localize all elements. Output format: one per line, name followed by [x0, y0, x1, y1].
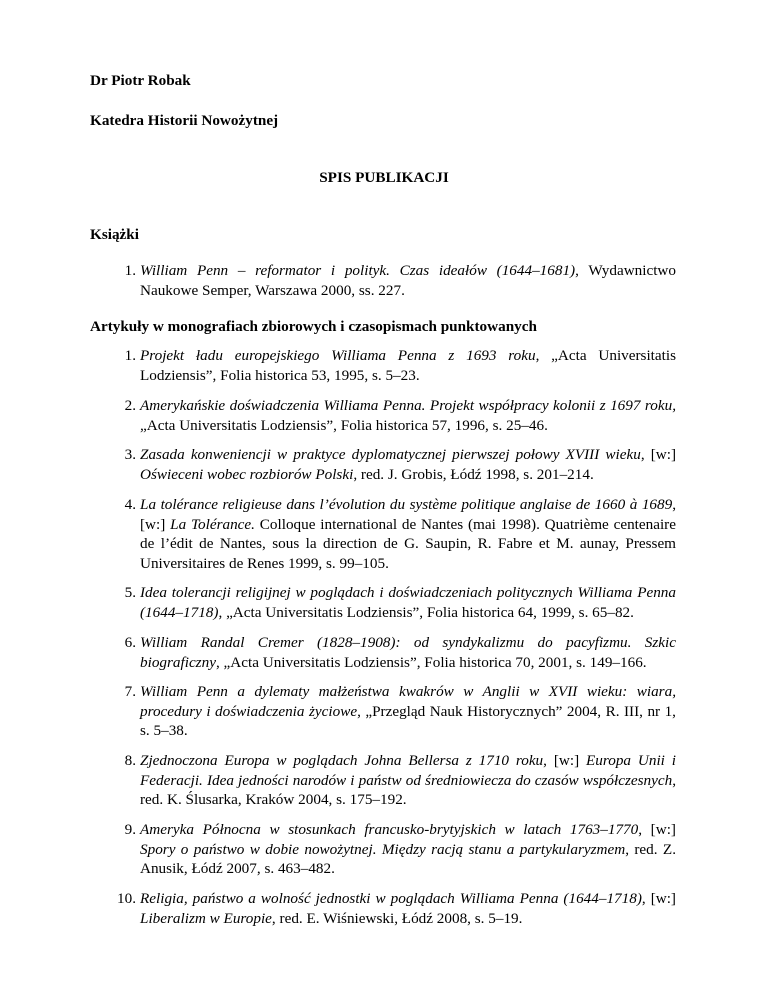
- list-item-number: 9.: [124, 821, 136, 838]
- publication-details: , [w:]: [641, 890, 676, 907]
- publication-title: Projekt ładu europejskiego Williama Penna z 1693 roku: [140, 347, 536, 364]
- publication-details: , red. J. Grobis, Łódź 1998, s. 201–214.: [353, 465, 594, 483]
- publication-details: , red. K. Ślusarka, Kraków 2004, s. 175–192.: [140, 771, 676, 808]
- publication-title: Idea tolerancji religijnej w poglądach i doświadczeniach politycznych Williama Penna (1644–1718): [140, 584, 676, 621]
- publication-details: „Acta Universitatis Lodziensis”, Folia historica 57, 1996, s. 25–46.: [140, 416, 548, 434]
- volume-title: Oświeceni wobec rozbiorów Polski: [140, 465, 354, 483]
- page-title: SPIS PUBLIKACJI: [319, 169, 449, 186]
- list-item-number: 1.: [124, 347, 136, 364]
- publication-title: William Randal Cremer (1828–1908): od syndykalizmu do pacyfizmu. Szkic biograficzny: [140, 634, 676, 671]
- list-item: [124, 583, 676, 622]
- publication-details: , [w:]: [140, 496, 676, 533]
- list-item: [124, 396, 676, 435]
- list-item: [124, 820, 676, 879]
- publication-details: , red. Z. Anusik, Łódź 2007, s. 463–482.: [140, 840, 676, 877]
- volume-title: Europa Unii i Federacji. Idea jedności narodów i państw od średniowiecza do czasów współczesnych: [140, 752, 676, 789]
- publication-details: , [w:]: [640, 446, 676, 463]
- publication-details: , [w:]: [543, 752, 587, 769]
- list-item-number: 8.: [124, 752, 136, 769]
- list-item-number: 1.: [124, 262, 136, 279]
- list-item: [124, 633, 676, 672]
- section-heading-books: Książki: [90, 226, 139, 243]
- department-name: Katedra Historii Nowożytnej: [90, 112, 279, 129]
- list-item-number: 7.: [124, 683, 136, 700]
- publication-title: Religia, państwo a wolność jednostki w poglądach Williama Penna (1644–1718): [140, 890, 642, 907]
- list-item: [117, 889, 676, 928]
- publication-title: William Penn – reformator i polityk. Czas ideałów (1644–1681): [140, 262, 576, 279]
- publication-title: Amerykańskie doświadczenia Williama Penna. Projekt współpracy kolonii z 1697 roku,: [140, 397, 676, 414]
- publication-details: Colloque international de Nantes (mai 1998). Quatrième centenaire de l’édit de Nantes, sous la direction de G. Saupin, R. Fabre et M. aunay, Pressem Universitaires de Renes 1999, s. 99–105.: [140, 515, 676, 572]
- publication-title: La tolérance religieuse dans l’évolution du système politique anglaise de 1660 à 1689: [140, 496, 673, 513]
- volume-title: La Tolérance.: [170, 515, 255, 533]
- list-item-number: 5.: [124, 584, 136, 601]
- volume-title: Spory o państwo w dobie nowożytnej. Między racją stanu a partykularyzmem: [140, 840, 626, 858]
- list-item: [124, 682, 676, 741]
- publication-details: , „Przegląd Nauk Historycznych” 2004, R. III, nr 1, s. 5–38.: [140, 702, 676, 739]
- list-item-number: 10.: [117, 890, 136, 907]
- list-item-number: 4.: [124, 496, 136, 513]
- list-item-number: 6.: [124, 634, 136, 651]
- publication-details: , „Acta Universitatis Lodziensis”, Folia historica 64, 1999, s. 65–82.: [218, 603, 634, 621]
- list-item: [124, 495, 676, 573]
- list-item-number: 3.: [124, 446, 136, 463]
- publication-details: , Wydawnictwo Naukowe Semper, Warszawa 2000, ss. 227.: [140, 262, 676, 299]
- list-item: [124, 346, 676, 385]
- section-heading-articles: Artykuły w monografiach zbiorowych i czasopismach punktowanych: [90, 318, 537, 335]
- publication-title: Zjednoczona Europa w poglądach Johna Bellersa z 1710 roku: [140, 752, 544, 769]
- author-name: Dr Piotr Robak: [90, 72, 191, 89]
- publication-title: Zasada konweniencji w praktyce dyplomatycznej pierwszej połowy XVIII wieku: [140, 446, 641, 463]
- volume-title: Liberalizm w Europie: [140, 909, 272, 927]
- list-item: [124, 445, 676, 484]
- publication-title: William Penn a dylematy małżeństwa kwakrów w Anglii w XVII wieku: wiara, procedury i doświadczenia życiowe: [140, 683, 676, 720]
- list-item-number: 2.: [124, 397, 136, 414]
- publication-details: , „Acta Universitatis Lodziensis”, Folia historica 53, 1995, s. 5–23.: [140, 347, 676, 384]
- publication-details: , [w:]: [638, 821, 676, 838]
- list-item: [124, 751, 676, 810]
- list-item: [124, 261, 676, 300]
- publication-details: , red. E. Wiśniewski, Łódź 2008, s. 5–19.: [271, 909, 523, 927]
- publication-title: Ameryka Północna w stosunkach francusko-brytyjskich w latach 1763–1770: [140, 821, 639, 838]
- publication-details: , „Acta Universitatis Lodziensis”, Folia historica 70, 2001, s. 149–166.: [215, 653, 647, 671]
